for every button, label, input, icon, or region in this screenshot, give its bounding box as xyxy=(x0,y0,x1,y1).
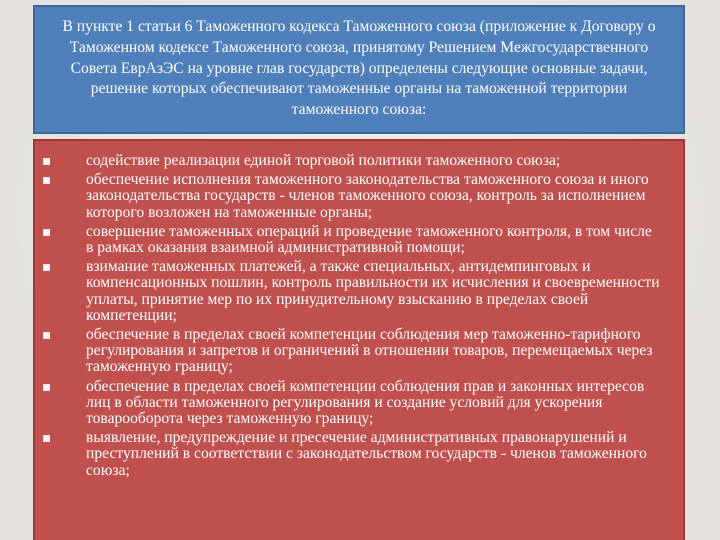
list-item-text: выявление, предупреждение и пресечение административных правонарушений и преступлений в соответствии с законодательством государств - членов таможенного союза; xyxy=(86,429,647,479)
list-item xyxy=(35,430,661,479)
square-bullet-icon xyxy=(43,229,50,236)
tasks-list-box xyxy=(33,139,685,540)
list-item xyxy=(35,153,661,169)
list-item-text: взимание таможенных платежей, а также специальных, антидемпинговых и компенсационных пошлин, контроль правильности их исчисления и своевременности уплаты, принятие мер по их принудительному взысканию в пределах своей компетенции; xyxy=(86,258,660,324)
list-item-text: обеспечение в пределах своей компетенции соблюдения прав и законных интересов лиц в области таможенного регулирования и создание условий для ускорения товарооборота через таможенную границу; xyxy=(86,377,645,428)
list-item-text: содействие реализации единой торговой политики таможенного союза; xyxy=(86,152,561,169)
list-item-text: обеспечение в пределах своей компетенции соблюдения мер таможенно-тарифного регулирования и запретов и ограничений в отношении товаров, перемещаемых через таможенную границу; xyxy=(86,326,653,376)
header-text: В пункте 1 статьи 6 Таможенного кодекса Таможенного союза (приложение к Договору о Таможенном кодексе Таможенного союза, принятому Решением Межгосударственного Совета ЕврАзЭС на уровне глав государств) определены следующие основные задачи, решение которых обеспечивают таможенные органы на таможенной территории таможенного союза: xyxy=(62,18,656,119)
list-item xyxy=(35,172,661,221)
header-text-box xyxy=(33,5,685,134)
list-item xyxy=(35,379,661,428)
list-item-text: обеспечение исполнения таможенного законодательства таможенного союза и иного законодательства государств - членов таможенного союза, контроль за исполнением которого возложен на таможенные органы; xyxy=(86,171,649,221)
list-item xyxy=(35,327,661,376)
square-bullet-icon xyxy=(43,264,50,271)
square-bullet-icon xyxy=(43,384,50,391)
tasks-list xyxy=(35,141,683,479)
square-bullet-icon xyxy=(43,332,50,339)
list-item xyxy=(35,224,661,256)
square-bullet-icon xyxy=(43,435,50,442)
square-bullet-icon xyxy=(43,177,50,184)
square-bullet-icon xyxy=(43,158,50,165)
list-item xyxy=(35,259,661,324)
list-item-text: совершение таможенных операций и проведение таможенного контроля, в том числе в рамках оказания взаимной административной помощи; xyxy=(86,222,652,257)
